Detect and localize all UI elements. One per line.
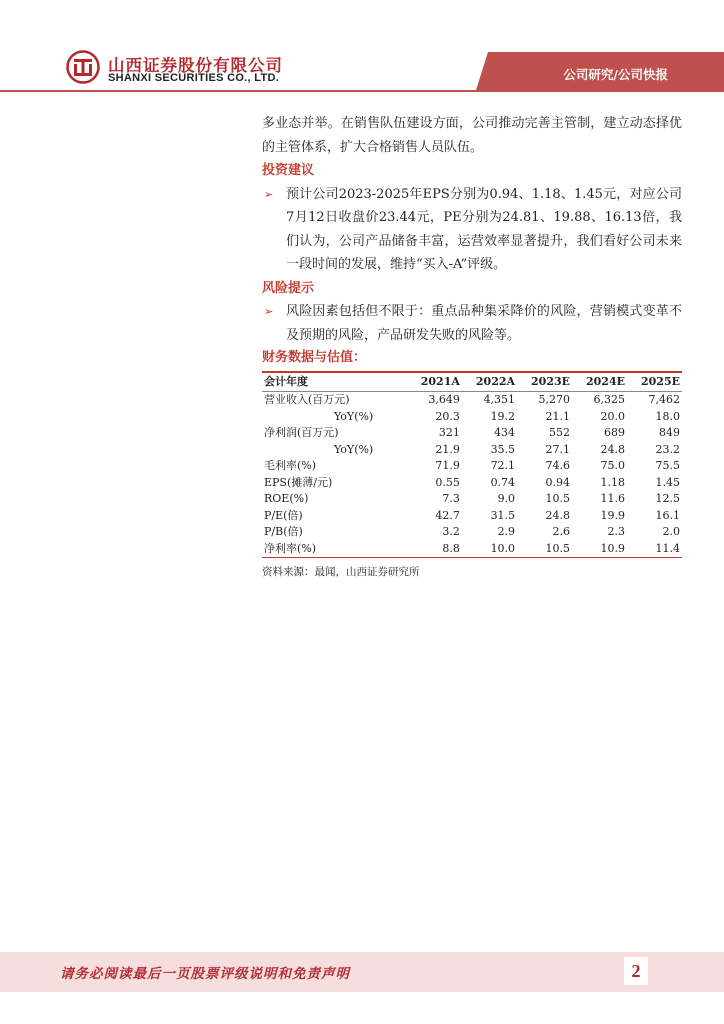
financial-table-title: 财务数据与估值： [262,350,367,365]
table-cell: 71.9 [435,459,460,472]
table-cell: 2.3 [607,525,625,538]
investment-advice-text: 预计公司2023-2025年EPS分别为0.94、1.18、1.45元，对应公司7月12日收盘价23.44元，PE分别为24.81、19.88、16.13倍，我们认为，公司产品储备丰富，运营效率显著提升，我们看好公司未来一段时间的发展，维持“买入-A”评级。 [286,186,682,272]
table-row [262,541,682,558]
row-label: 净利润(百万元) [264,426,339,439]
intro-paragraph: 多业态并举。在销售队伍建设方面，公司推动完善主管制，建立动态择优的主管体系，扩大合格销售人员队伍。 [262,116,682,155]
table-row [262,491,682,508]
table-cell: 0.74 [490,475,516,489]
arrow-bullet-icon: ➢ [264,305,274,318]
table-cell: 10.9 [572,541,627,558]
investment-advice-item [262,183,682,277]
table-cell: 5,270 [538,393,571,406]
page-footer [0,952,724,992]
table-cell: 10.5 [517,541,572,558]
table-cell: 16.1 [655,508,680,522]
table-cell: 74.6 [545,459,571,472]
financial-data-table [262,371,682,558]
table-cell: 3,649 [428,393,460,406]
table-cell: 0.55 [435,475,460,489]
table-cell: 1.18 [600,475,625,489]
table-cell: 12.5 [655,492,680,505]
data-source-note: 资料来源：最闻，山西证券研究所 [262,566,420,578]
row-label: P/B(倍) [264,525,303,538]
table-cell: 19.9 [600,508,625,522]
table-cell: 20.3 [435,409,460,423]
column-header: 2022A [462,372,517,392]
table-cell: 27.1 [545,442,571,456]
table-cell: 11.6 [600,492,625,505]
table-cell: 24.8 [600,442,625,456]
table-cell: 2.6 [552,525,571,538]
table-header-row [262,372,682,392]
table-cell: 7,462 [648,393,680,406]
table-cell: 23.2 [655,442,680,456]
table-cell: 8.8 [407,541,462,558]
table-cell: 21.9 [435,442,460,456]
table-row [262,442,682,459]
company-name-en: SHANXI SECURITIES CO., LTD. [108,72,280,84]
row-label: YoY(%) [334,442,374,456]
disclaimer-notice: 请务必阅读最后一页股票评级说明和免责声明 [60,966,350,982]
table-cell: 75.0 [600,459,625,472]
table-cell: 7.3 [442,492,460,505]
row-label: 净利率(%) [262,541,407,558]
column-header: 2025E [627,372,682,392]
table-cell: 321 [438,426,460,439]
table-cell: 21.1 [545,409,571,423]
column-header: 2021A [407,372,462,392]
column-header: 2024E [572,372,627,392]
table-cell: 24.8 [545,508,571,522]
table-cell: 20.0 [600,409,625,423]
table-cell: 2.9 [497,525,516,538]
report-body [262,112,682,585]
table-cell: 31.5 [490,508,516,522]
row-label: 营业收入(百万元) [264,393,350,406]
row-label: P/E(倍) [264,508,303,522]
table-cell: 689 [604,426,625,439]
company-name-cn: 山西证券股份有限公司 [108,56,283,75]
risk-warning-title: 风险提示 [262,280,315,296]
table-row [262,475,682,492]
report-type-label: 公司研究/公司快报 [563,67,668,82]
page-number: 2 [624,957,648,985]
column-header: 2023E [517,372,572,392]
table-row [262,392,682,409]
table-cell: 849 [659,426,680,439]
table-cell: 42.7 [435,508,460,522]
row-label: 毛利率(%) [264,459,317,472]
table-cell: 10.0 [462,541,517,558]
table-cell: 9.0 [497,492,516,505]
page-header [0,0,724,92]
table-cell: 35.5 [490,442,516,456]
table-cell: 552 [549,426,571,439]
table-cell: 2.0 [662,525,680,538]
table-cell: 1.45 [655,475,680,489]
table-row [262,524,682,541]
table-row [262,425,682,442]
table-cell: 19.2 [490,409,516,423]
table-cell: 10.5 [545,492,571,505]
row-label: YoY(%) [334,409,374,423]
risk-warning-text: 风险因素包括但不限于：重点品种集采降价的风险，营销模式变革不及预期的风险，产品研发失败的风险等。 [286,304,682,343]
row-label: EPS(摊薄/元) [264,475,333,489]
arrow-bullet-icon: ➢ [264,187,274,201]
table-row [262,508,682,525]
table-cell: 72.1 [490,459,516,472]
risk-warning-item [262,300,682,347]
table-row [262,458,682,475]
table-cell: 6,325 [593,393,625,406]
row-label: ROE(%) [264,492,309,505]
company-logo-icon [66,50,100,84]
table-cell: 3.2 [442,525,460,538]
table-cell: 11.4 [627,541,682,558]
header-divider [0,90,724,92]
investment-advice-title: 投资建议 [262,163,315,178]
table-row [262,409,682,426]
table-cell: 75.5 [655,459,680,472]
table-cell: 18.0 [655,409,680,423]
table-cell: 434 [494,426,516,439]
table-cell: 4,351 [483,393,516,406]
table-cell: 0.94 [545,475,571,489]
column-header: 会计年度 [262,372,407,392]
